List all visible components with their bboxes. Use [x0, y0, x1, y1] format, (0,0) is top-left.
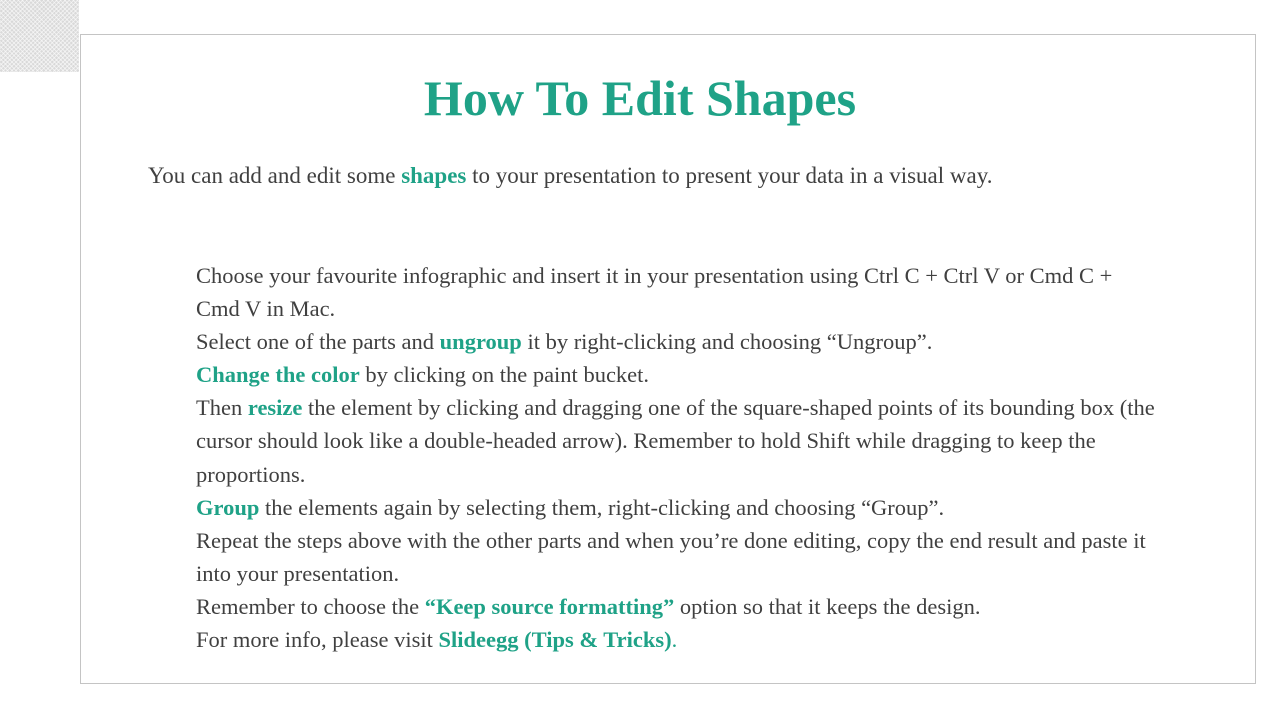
- step-paragraph-2: [196, 325, 1156, 358]
- step-8-text-before: For more info, please visit: [196, 627, 439, 653]
- subtitle-text-after: to your presentation to present your data in a visual way.: [466, 163, 993, 188]
- step-4-text-before: Then: [196, 395, 248, 421]
- corner-pattern-decoration: [0, 0, 79, 72]
- step-paragraph-6: Repeat the steps above with the other parts and when you’re done editing, copy the end result and paste it into your presentation.: [196, 527, 1146, 586]
- step-5-text-after: the elements again by selecting them, right-clicking and choosing “Group”.: [259, 494, 945, 520]
- step-2-text-before: Select one of the parts and: [196, 329, 440, 355]
- slide-subtitle: [148, 160, 1198, 192]
- subtitle-text-before: You can add and edit some: [148, 163, 402, 188]
- step-3-highlight-change-color: Change the color: [196, 362, 360, 388]
- step-paragraph-3: [196, 358, 1156, 391]
- slide-title: How To Edit Shapes: [423, 70, 857, 126]
- step-7-highlight-keep-source-formatting: “Keep source formatting”: [424, 593, 675, 619]
- step-7-text-before: Remember to choose the: [196, 593, 425, 619]
- step-8-text-after: .: [671, 627, 678, 653]
- step-paragraph-5: [196, 491, 1156, 524]
- step-paragraph-1: Choose your favourite infographic and insert it in your presentation using Ctrl C + Ctrl V or Cmd C + Cmd V in Mac.: [196, 263, 1113, 322]
- step-4-highlight-resize: resize: [247, 395, 303, 421]
- step-paragraph-4: [196, 391, 1156, 490]
- step-paragraph-7: [196, 590, 1156, 623]
- step-3-text-after: by clicking on the paint bucket.: [359, 362, 650, 388]
- step-5-highlight-group: Group: [196, 494, 260, 520]
- step-7-text-after: option so that it keeps the design.: [674, 593, 981, 619]
- subtitle-highlight-shapes: shapes: [401, 163, 467, 188]
- instructions-body: [196, 259, 1156, 656]
- step-2-highlight-ungroup: ungroup: [439, 329, 522, 355]
- step-4-text-after: the element by clicking and dragging one of the square-shaped points of its bounding box (the cursor should look like a double-headed arrow). Remember to hold Shift while dragging to keep the proportions.: [196, 395, 1155, 487]
- slideegg-tips-link[interactable]: Slideegg (Tips & Tricks): [438, 627, 672, 653]
- step-2-text-after: it by right-clicking and choosing “Ungroup”.: [521, 329, 933, 355]
- step-paragraph-8: [196, 623, 1156, 656]
